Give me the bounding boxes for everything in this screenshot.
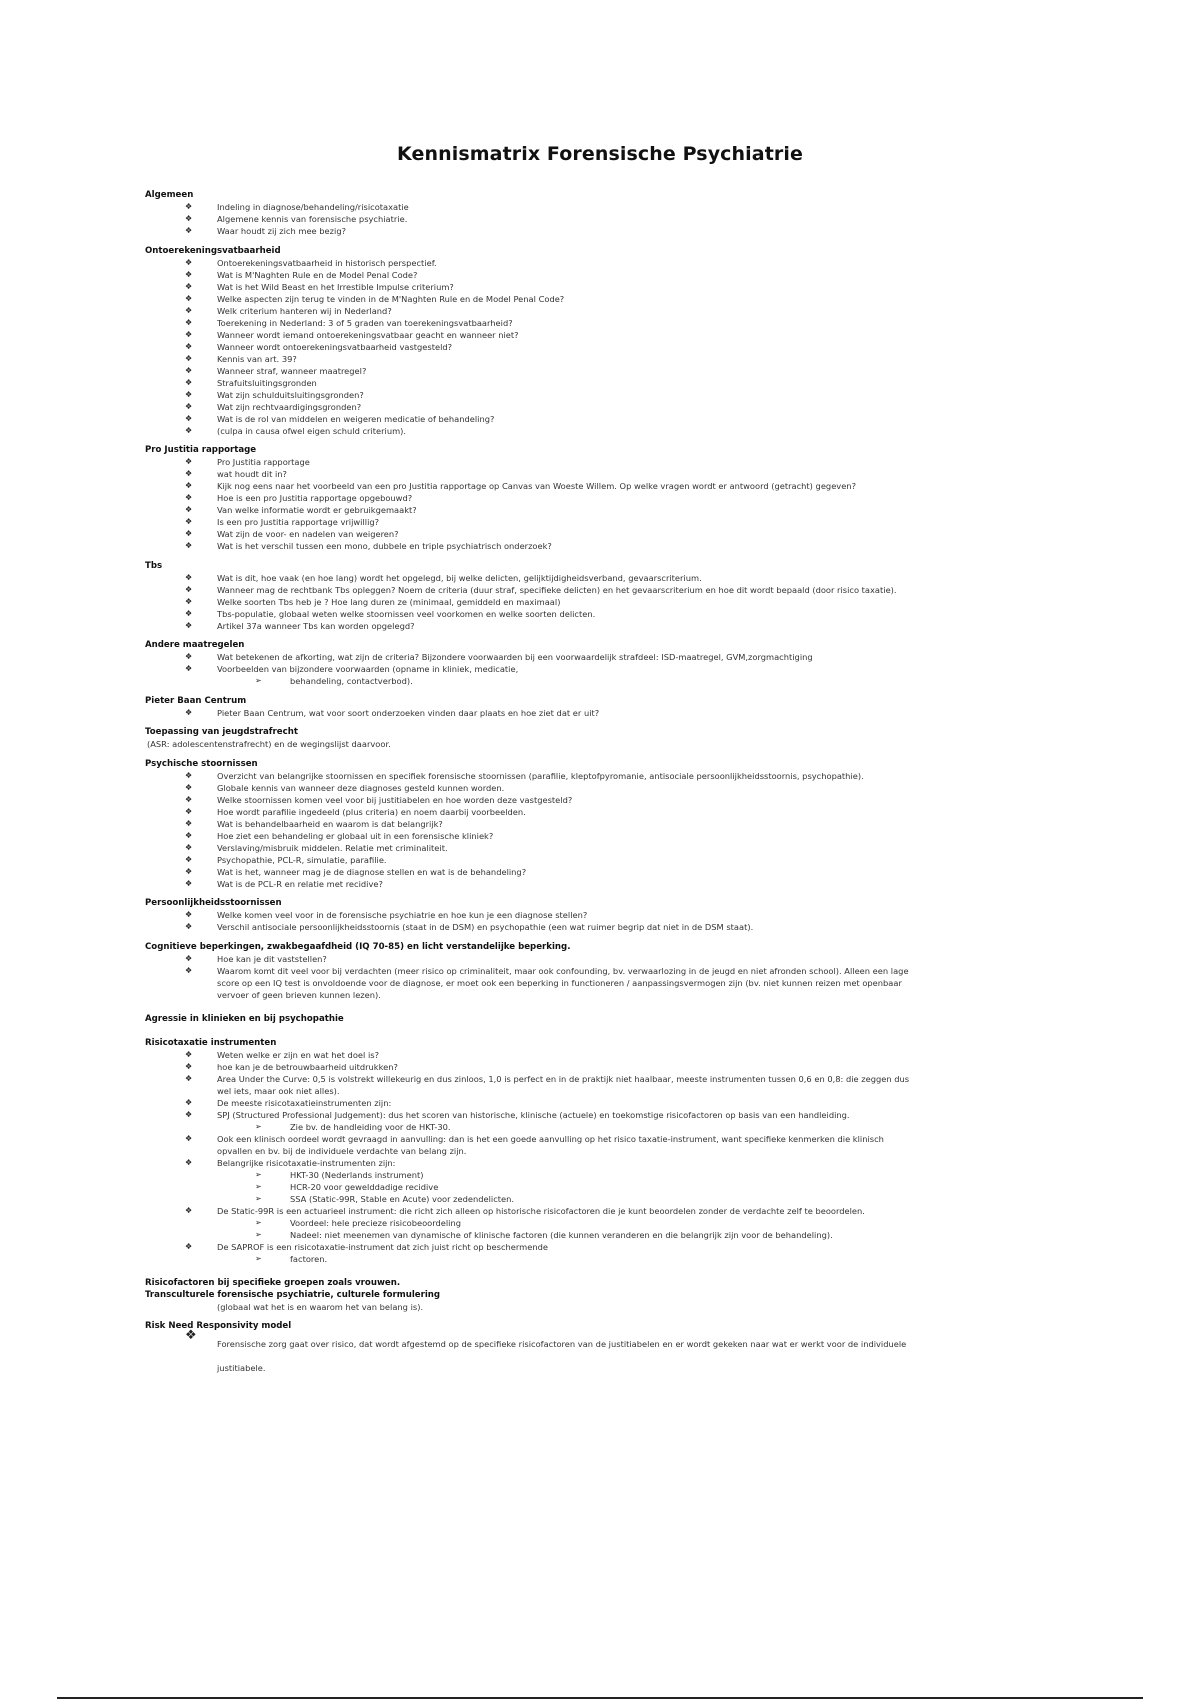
bullet-item: ❖ Psychopathie, PCL-R, simulatie, parafilie.: [185, 854, 387, 865]
diamond-bullet-icon: ❖: [185, 1157, 193, 1167]
bullet-item: ❖ Welke soorten Tbs heb je ? Hoe lang duren ze (minimaal, gemiddeld en maximaal): [185, 596, 561, 607]
bullet-item: ❖ Wat is dit, hoe vaak (en hoe lang) wordt het opgelegd, bij welke delicten, gelijktijdigheidsverband, gevaarscriterium.: [185, 572, 702, 583]
diamond-bullet-icon: ❖: [185, 1133, 193, 1143]
bullet-item: ❖ Artikel 37a wanneer Tbs kan worden opgelegd?: [185, 620, 415, 631]
arrow-bullet-icon: ➢: [255, 1193, 262, 1203]
diamond-bullet-icon: ❖: [185, 854, 193, 864]
diamond-bullet-icon: ❖: [185, 401, 193, 411]
bullet-item: ❖ Pieter Baan Centrum, wat voor soort onderzoeken vinden daar plaats en hoe ziet dat er uit?: [185, 707, 600, 718]
section-pieter-baan: [145, 695, 1050, 719]
diamond-bullet-icon: ❖: [185, 214, 193, 223]
bullet-item: ❖ Verslaving/misbruik middelen. Relatie met criminaliteit.: [185, 842, 448, 853]
section-specifieke-groepen: [145, 1277, 1050, 1313]
diamond-bullet-icon: ❖: [185, 1061, 193, 1071]
bullet-item: ❖ Strafuitsluitingsgronden: [185, 377, 317, 388]
bullet-item: ❖ Ontoerekeningsvatbaarheid in historisch perspectief.: [185, 257, 437, 268]
section-cognitieve-beperkingen: [145, 941, 1050, 1001]
diamond-bullet-icon: ❖: [185, 341, 193, 351]
bullet-item: ❖ Hoe wordt parafilie ingedeeld (plus criteria) en noem daarbij voorbeelden.: [185, 806, 526, 817]
diamond-bullet-icon: ❖: [185, 329, 193, 339]
bullet-continuation: score op een IQ test is onvoldoende voor de diagnose, er moet ook een beperking in functioneren / aanpassingsvermogen zijn (bv. niet kunnen reizen met openbaar: [217, 977, 902, 988]
section-text: (globaal wat het is en waarom het van belang is).: [217, 1301, 424, 1312]
section-heading: Pieter Baan Centrum: [145, 695, 247, 706]
diamond-bullet-icon: ❖: [185, 353, 193, 363]
bullet-item: ❖ SPJ (Structured Professional Judgement): dus het scoren van historische, klinische (actuele) en toekomstige risicofactoren op basis van een handleiding.: [185, 1109, 850, 1120]
bullet-item: ❖ (culpa in causa ofwel eigen schuld criterium).: [185, 425, 407, 436]
bullet-item: ❖ Voorbeelden van bijzondere voorwaarden (opname in kliniek, medicatie,: [185, 664, 519, 674]
arrow-bullet-icon: ➢: [255, 1217, 262, 1227]
bullet-item: ❖ Kennis van art. 39?: [185, 353, 297, 364]
diamond-bullet-icon: ❖: [185, 505, 193, 514]
section-heading: Transculturele forensische psychiatrie, culturele formulering: [145, 1289, 441, 1300]
diamond-bullet-icon: ❖: [185, 664, 193, 673]
bullet-item: ❖ Wat is het Wild Beast en het Irrestible Impulse criterium?: [185, 281, 454, 292]
bullet-item: ❖ De Static-99R is een actuarieel instrument: die richt zich alleen op historische risicofactoren die je kunt beoordelen zonder de verdachte zelf te beoordelen.: [185, 1205, 865, 1216]
section-heading: Psychische stoornissen: [145, 758, 258, 769]
diamond-bullet-icon: ❖: [185, 425, 193, 435]
bullet-item: ❖ Is een pro Justitia rapportage vrijwillig?: [185, 517, 380, 527]
bullet-item: ❖ Wat is het verschil tussen een mono, dubbele en triple psychiatrisch onderzoek?: [185, 541, 552, 551]
bullet-item: ❖ hoe kan je de betrouwbaarheid uitdrukken?: [185, 1061, 398, 1072]
section-block: [145, 560, 1050, 632]
bullet-item: ❖ Hoe is een pro Justitia rapportage opgebouwd?: [185, 493, 413, 503]
bullet-item: ❖ Toerekening in Nederland: 3 of 5 graden van toerekeningsvatbaarheid?: [185, 317, 513, 328]
bullet-item: ❖ Welke komen veel voor in de forensische psychiatrie en hoe kun je een diagnose stellen?: [185, 910, 588, 920]
section-heading: Pro Justitia rapportage: [145, 445, 257, 455]
diamond-bullet-icon: ❖: [185, 541, 193, 550]
section-persoonlijkheidsstoornissen: [145, 897, 1050, 933]
section-block: [145, 444, 1050, 552]
section-heading: Risicotaxatie instrumenten: [145, 1037, 277, 1048]
diamond-bullet-icon: ❖: [185, 317, 193, 327]
document-body: [145, 189, 1050, 1388]
diamond-bullet-icon: ❖: [185, 866, 193, 876]
diamond-bullet-icon: ❖: [185, 481, 193, 490]
diamond-bullet-icon: ❖: [185, 293, 193, 303]
section-block: [145, 189, 1050, 237]
arrow-bullet-icon: ➢: [255, 1169, 262, 1179]
section-risicotaxatie: [145, 1037, 1050, 1265]
diamond-bullet-icon: ❖: [185, 257, 193, 267]
bullet-item: ❖ Wat is de rol van middelen en weigeren medicatie of behandeling?: [185, 413, 495, 424]
diamond-bullet-icon: ❖: [185, 707, 193, 717]
bullet-item: ❖ Verschil antisociale persoonlijkheidsstoornis (staat in de DSM) en psychopathie (een wat ruimer begrip dat niet in de DSM staat).: [185, 922, 754, 932]
bullet-item: ❖ Belangrijke risicotaxatie-instrumenten zijn:: [185, 1157, 396, 1168]
section-heading: Andere maatregelen: [145, 640, 245, 650]
section-text: (ASR: adolescentenstrafrecht) en de wegingslijst daarvoor.: [147, 739, 391, 749]
bullet-continuation: wel iets, maar ook niet alles).: [217, 1085, 340, 1096]
diamond-bullet-icon: ❖: [185, 226, 193, 235]
bullet-item: ❖ Ook een klinisch oordeel wordt gevraagd in aanvulling: dan is het een goede aanvulling op het risico taxatie-instrument, want specifieke kenmerken die klinisch: [185, 1133, 884, 1144]
bullet-item: ❖ Overzicht van belangrijke stoornissen en specifiek forensische stoornissen (parafilie, kleptofpyromanie, antisociale persoonlijkheidsstoornis, psychopathie).: [185, 770, 864, 781]
bullet-item: ❖ Indeling in diagnose/behandeling/risicotaxatie: [185, 202, 409, 212]
bullet-continuation: justitiabele.: [217, 1363, 266, 1373]
bullet-continuation: opvallen en bv. bij de individuele verdachte van belang zijn.: [217, 1145, 467, 1156]
diamond-bullet-icon: ❖: [185, 517, 193, 526]
diamond-bullet-icon: ❖: [185, 457, 193, 466]
bullet-item: ❖ Globale kennis van wanneer deze diagnoses gesteld kunnen worden.: [185, 782, 505, 793]
bullet-item: ❖ Wat is het, wanneer mag je de diagnose stellen en wat is de behandeling?: [185, 866, 527, 877]
bullet-item: ❖ Waar houdt zij zich mee bezig?: [185, 226, 346, 236]
section-heading: Risicofactoren bij specifieke groepen zoals vrouwen.: [145, 1277, 401, 1288]
bullet-item: ❖ Wat zijn rechtvaardigingsgronden?: [185, 401, 362, 412]
sub-bullet-item: ➢ behandeling, contactverbod).: [255, 676, 413, 686]
page-title: Kennismatrix Forensische Psychiatrie: [397, 143, 803, 165]
bullet-item: ❖ wat houdt dit in?: [185, 469, 287, 479]
section-heading: Risk Need Responsivity model: [145, 1321, 292, 1331]
diamond-bullet-icon: ❖: [185, 281, 193, 291]
sub-bullet-item: ➢ HKT-30 (Nederlands instrument): [255, 1169, 424, 1180]
section-heading: Toepassing van jeugdstrafrecht: [145, 727, 298, 737]
bullet-item: ❖ Wanneer wordt ontoerekeningsvatbaarheid vastgesteld?: [185, 341, 453, 352]
diamond-bullet-icon: ❖: [185, 1328, 197, 1343]
bullet-item: ❖ Kijk nog eens naar het voorbeeld van een pro Justitia rapportage op Canvas van Woeste Willem. Op welke vragen wordt er antwoord (getracht) gegeven?: [185, 481, 856, 491]
arrow-bullet-icon: ➢: [255, 1253, 262, 1263]
bullet-item: ❖ Welke stoornissen komen veel voor bij justitiabelen en hoe worden deze vastgesteld?: [185, 794, 573, 805]
diamond-bullet-icon: ❖: [185, 794, 193, 804]
diamond-bullet-icon: ❖: [185, 1241, 193, 1251]
diamond-bullet-icon: ❖: [185, 1109, 193, 1119]
sub-bullet-item: ➢ Nadeel: niet meenemen van dynamische of klinische factoren (die kunnen veranderen en die belangrijk zijn voor de behandeling).: [255, 1229, 833, 1240]
bullet-item: ❖ Wanneer mag de rechtbank Tbs opleggen? Noem de criteria (duur straf, specifieke delicten) en het gevaarscriterium en hoe dit wordt bepaald (door risico taxatie).: [185, 584, 897, 595]
diamond-bullet-icon: ❖: [185, 202, 193, 211]
diamond-bullet-icon: ❖: [185, 269, 193, 279]
diamond-bullet-icon: ❖: [185, 842, 193, 852]
bullet-item: ❖ Waarom komt dit veel voor bij verdachten (meer risico op criminaliteit, maar ook confounding, bv. verwaarlozing in de jeugd en niet afronden school). Alleen een lage: [185, 965, 909, 976]
diamond-bullet-icon: ❖: [185, 572, 193, 582]
bullet-item: ❖ Wat is behandelbaarheid en waarom is dat belangrijk?: [185, 818, 443, 829]
diamond-bullet-icon: ❖: [185, 878, 193, 888]
diamond-bullet-icon: ❖: [185, 377, 193, 387]
bullet-item: ❖ Wat zijn schulduitsluitingsgronden?: [185, 389, 364, 400]
diamond-bullet-icon: ❖: [185, 305, 193, 315]
diamond-bullet-icon: ❖: [185, 529, 193, 538]
bullet-item: ❖ Algemene kennis van forensische psychiatrie.: [185, 214, 408, 224]
bullet-item: ❖ Forensische zorg gaat over risico, dat wordt afgestemd op de specifieke risicofactoren van de justitiabelen en er wordt gekeken naar wat er werkt voor de individuele: [145, 1332, 1050, 1356]
bullet-item: ❖ Van welke informatie wordt er gebruikgemaakt?: [185, 505, 417, 515]
section-psychische-stoornissen: [145, 758, 1050, 890]
diamond-bullet-icon: ❖: [185, 596, 193, 606]
sub-bullet-item: ➢ Voordeel: hele precieze risicobeoordeling: [255, 1217, 462, 1228]
diamond-bullet-icon: ❖: [185, 782, 193, 792]
section-heading: Tbs: [145, 560, 163, 571]
bullet-item: ❖ Tbs-populatie, globaal weten welke stoornissen veel voorkomen en welke soorten delicten.: [185, 608, 596, 619]
bullet-item: ❖ Pro Justitia rapportage: [185, 457, 310, 467]
section-heading: Cognitieve beperkingen, zwakbegaafdheid (IQ 70-85) en licht verstandelijke beperking.: [145, 941, 571, 952]
section-heading: Algemeen: [145, 190, 194, 200]
section-agressie: [145, 1013, 1050, 1025]
bullet-item: ❖ De meeste risicotaxatieinstrumenten zijn:: [185, 1097, 392, 1108]
arrow-bullet-icon: ➢: [255, 1229, 262, 1239]
bullet-item: ❖ Hoe ziet een behandeling er globaal uit in een forensische kliniek?: [185, 830, 494, 841]
bullet-continuation: vervoer of geen brieven kunnen lezen).: [217, 989, 381, 1000]
bullet-item: ❖ Wat is M'Naghten Rule en de Model Penal Code?: [185, 269, 418, 280]
section-heading: Persoonlijkheidsstoornissen: [145, 898, 282, 908]
section-jeugdstrafrecht: [145, 726, 1050, 750]
diamond-bullet-icon: ❖: [185, 922, 193, 931]
diamond-bullet-icon: ❖: [185, 1049, 193, 1059]
diamond-bullet-icon: ❖: [185, 965, 193, 975]
diamond-bullet-icon: ❖: [185, 584, 193, 594]
diamond-bullet-icon: ❖: [185, 652, 193, 661]
bullet-item: ❖ Wat is de PCL-R en relatie met recidive?: [185, 878, 383, 889]
diamond-bullet-icon: ❖: [185, 1205, 193, 1215]
bullet-item: ❖ Wanneer straf, wanneer maatregel?: [185, 365, 367, 376]
section-heading: Ontoerekeningsvatbaarheid: [145, 245, 281, 256]
arrow-bullet-icon: ➢: [255, 1181, 262, 1191]
section-heading: Agressie in klinieken en bij psychopathie: [145, 1013, 344, 1024]
bullet-item: ❖ Hoe kan je dit vaststellen?: [185, 953, 327, 964]
diamond-bullet-icon: ❖: [185, 620, 193, 630]
bullet-item: ❖ De SAPROF is een risicotaxatie-instrument dat zich juist richt op beschermende: [185, 1241, 548, 1252]
arrow-bullet-icon: ➢: [255, 1121, 262, 1131]
arrow-bullet-icon: ➢: [255, 676, 262, 685]
diamond-bullet-icon: ❖: [185, 1073, 193, 1083]
diamond-bullet-icon: ❖: [185, 830, 193, 840]
bullet-item: ❖ Area Under the Curve: 0,5 is volstrekt willekeurig en dus zinloos, 1,0 is perfect en in de praktijk niet haalbaar, meeste instrumenten tussen 0,6 en 0,8: die zeggen dus: [185, 1073, 910, 1084]
bullet-item: ❖ Welk criterium hanteren wij in Nederland?: [185, 305, 392, 316]
diamond-bullet-icon: ❖: [185, 910, 193, 919]
bullet-item: ❖ Welke aspecten zijn terug te vinden in de M'Naghten Rule en de Model Penal Code?: [185, 293, 565, 304]
diamond-bullet-icon: ❖: [185, 389, 193, 399]
bullet-item: ❖ Wanneer wordt iemand ontoerekeningsvatbaar geacht en wanneer niet?: [185, 329, 519, 340]
section-block: [145, 245, 1050, 437]
diamond-bullet-icon: ❖: [185, 608, 193, 618]
footer-divider: [57, 1697, 1143, 1699]
diamond-bullet-icon: ❖: [185, 365, 193, 375]
diamond-bullet-icon: ❖: [185, 493, 193, 502]
section-rnr-model: [145, 1320, 1050, 1380]
diamond-bullet-icon: ❖: [185, 953, 193, 963]
sub-bullet-item: ➢ Zie bv. de handleiding voor de HKT-30.: [255, 1121, 451, 1132]
diamond-bullet-icon: ❖: [185, 770, 193, 780]
bullet-item: ❖ Wat zijn de voor- en nadelen van weigeren?: [185, 529, 399, 539]
sub-bullet-item: ➢ SSA (Static-99R, Stable en Acute) voor zedendelicten.: [255, 1193, 515, 1204]
diamond-bullet-icon: ❖: [185, 413, 193, 423]
diamond-bullet-icon: ❖: [185, 818, 193, 828]
diamond-bullet-icon: ❖: [185, 469, 193, 478]
bullet-item: ❖ Weten welke er zijn en wat het doel is?: [185, 1049, 379, 1060]
sub-bullet-item: ➢ factoren.: [255, 1253, 328, 1264]
bullet-item: ❖ Wat betekenen de afkorting, wat zijn de criteria? Bijzondere voorwaarden bij een voorwaardelijk strafdeel: ISD-maatregel, GVM,zorgmachtiging: [185, 652, 813, 662]
sub-bullet-item: ➢ HCR-20 voor gewelddadige recidive: [255, 1181, 439, 1192]
diamond-bullet-icon: ❖: [185, 806, 193, 816]
section-andere-maatregelen: [145, 639, 1050, 687]
diamond-bullet-icon: ❖: [185, 1097, 193, 1107]
